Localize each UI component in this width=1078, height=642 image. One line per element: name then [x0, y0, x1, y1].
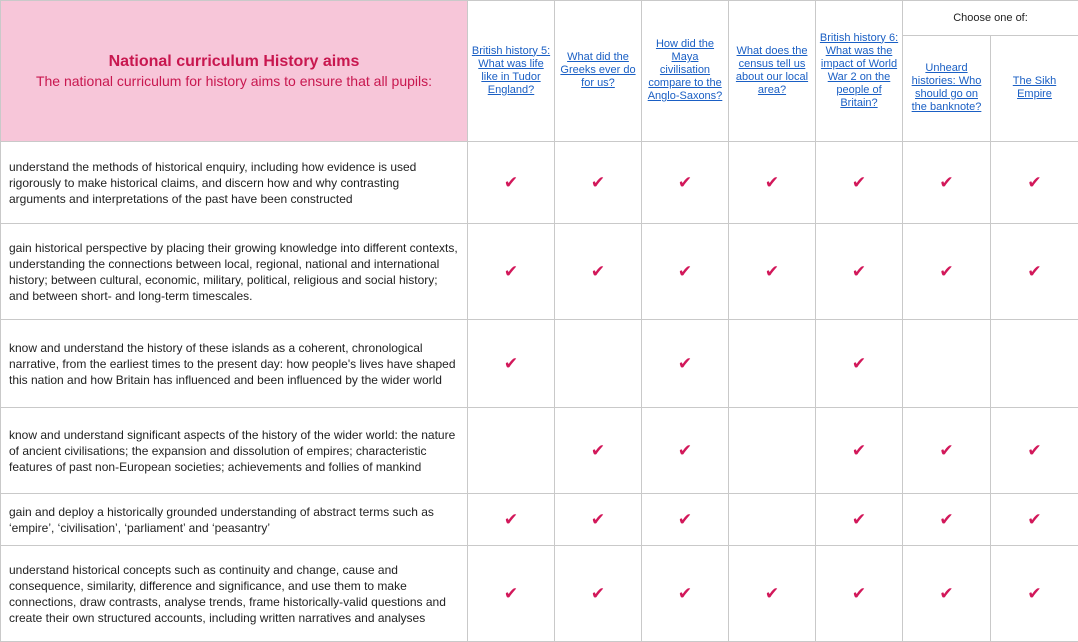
- tick-cell: [468, 494, 555, 546]
- tick-cell: [991, 494, 1078, 546]
- check-icon: ✔: [1027, 584, 1041, 604]
- aim-text: gain and deploy a historically grounded understanding of abstract terms such as ‘empire’, ‘civilisation’, ‘parliament’ and ‘peasantry’: [1, 494, 468, 546]
- unit-header-4: [729, 1, 816, 142]
- tick-cell: [729, 224, 816, 320]
- unit-header-1: [468, 1, 555, 142]
- check-icon: ✔: [678, 262, 692, 282]
- unit-header-6: [903, 36, 991, 142]
- tick-cell: [729, 546, 816, 642]
- tick-cell: [468, 142, 555, 224]
- tick-cell: [903, 408, 991, 494]
- check-icon: ✔: [765, 262, 779, 282]
- tick-cell: [555, 320, 642, 408]
- page-subtitle: The national curriculum for history aims to ensure that all pupils:: [1, 72, 467, 90]
- check-icon: ✔: [504, 510, 518, 530]
- tick-cell: [816, 408, 903, 494]
- check-icon: ✔: [1027, 441, 1041, 461]
- check-icon: ✔: [852, 510, 866, 530]
- check-icon: ✔: [504, 354, 518, 374]
- tick-cell: [816, 546, 903, 642]
- tick-cell: [991, 408, 1078, 494]
- aim-row: [1, 224, 1078, 320]
- tick-cell: [729, 494, 816, 546]
- aim-text: gain historical perspective by placing their growing knowledge into different contexts, understanding the connections between local, regional, national and international history; between cultural, economic, military, political, religious and social history; and between short- and long-term timescales.: [1, 224, 468, 320]
- tick-cell: [816, 142, 903, 224]
- check-icon: ✔: [678, 510, 692, 530]
- tick-cell: [555, 494, 642, 546]
- tick-cell: [468, 224, 555, 320]
- tick-cell: [555, 408, 642, 494]
- aim-text: understand historical concepts such as continuity and change, cause and consequence, similarity, difference and significance, and use them to make connections, draw contrasts, analyse trends, frame historically-valid questions and create their own structured accounts, including written narratives and analyses: [1, 546, 468, 642]
- tick-cell: [642, 320, 729, 408]
- tick-cell: [642, 546, 729, 642]
- tick-cell: [729, 320, 816, 408]
- tick-cell: [903, 546, 991, 642]
- aim-text: know and understand the history of these islands as a coherent, chronological narrative, from the earliest times to the present day: how people's lives have shaped this nation and how Britain has influenced and been influenced by the wider world: [1, 320, 468, 408]
- unit-link-sikh-empire[interactable]: The Sikh Empire: [994, 75, 1075, 101]
- tick-cell: [642, 408, 729, 494]
- tick-cell: [555, 142, 642, 224]
- check-icon: ✔: [678, 173, 692, 193]
- check-icon: ✔: [939, 441, 953, 461]
- aim-row: [1, 494, 1078, 546]
- aim-row: [1, 408, 1078, 494]
- unit-link-banknote[interactable]: Unheard histories: Who should go on the banknote?: [906, 62, 987, 114]
- page-title: National curriculum History aims: [1, 52, 467, 72]
- unit-header-2: [555, 1, 642, 142]
- check-icon: ✔: [504, 173, 518, 193]
- tick-cell: [903, 142, 991, 224]
- choose-one-header: Choose one of:: [903, 1, 1078, 36]
- tick-cell: [729, 142, 816, 224]
- check-icon: ✔: [1027, 510, 1041, 530]
- check-icon: ✔: [939, 173, 953, 193]
- aim-text: understand the methods of historical enquiry, including how evidence is used rigorously to make historical claims, and discern how and why contrasting arguments and interpretations of the past have been constructed: [1, 142, 468, 224]
- title-cell: [1, 1, 468, 142]
- check-icon: ✔: [1027, 173, 1041, 193]
- check-icon: ✔: [591, 510, 605, 530]
- check-icon: ✔: [678, 584, 692, 604]
- unit-link-world-war-2[interactable]: British history 6: What was the impact of World War 2 on the people of Britain?: [819, 32, 899, 110]
- check-icon: ✔: [591, 262, 605, 282]
- tick-cell: [642, 224, 729, 320]
- check-icon: ✔: [591, 173, 605, 193]
- aims-body: [1, 142, 1078, 642]
- tick-cell: [468, 320, 555, 408]
- tick-cell: [468, 546, 555, 642]
- unit-link-tudor-england[interactable]: British history 5: What was life like in Tudor England?: [471, 45, 551, 97]
- unit-link-maya[interactable]: How did the Maya civilisation compare to the Anglo-Saxons?: [645, 38, 725, 103]
- check-icon: ✔: [504, 262, 518, 282]
- check-icon: ✔: [852, 354, 866, 374]
- tick-cell: [903, 320, 991, 408]
- check-icon: ✔: [591, 441, 605, 461]
- check-icon: ✔: [852, 173, 866, 193]
- tick-cell: [642, 494, 729, 546]
- check-icon: ✔: [765, 584, 779, 604]
- tick-cell: [555, 224, 642, 320]
- aim-row: [1, 546, 1078, 642]
- tick-cell: [991, 224, 1078, 320]
- unit-header-5: [816, 1, 903, 142]
- check-icon: ✔: [852, 441, 866, 461]
- tick-cell: [816, 224, 903, 320]
- unit-header-3: [642, 1, 729, 142]
- tick-cell: [903, 224, 991, 320]
- tick-cell: [991, 320, 1078, 408]
- unit-header-7: [991, 36, 1078, 142]
- check-icon: ✔: [939, 510, 953, 530]
- aim-row: [1, 142, 1078, 224]
- check-icon: ✔: [939, 584, 953, 604]
- tick-cell: [555, 546, 642, 642]
- tick-cell: [729, 408, 816, 494]
- tick-cell: [903, 494, 991, 546]
- unit-link-greeks[interactable]: What did the Greeks ever do for us?: [558, 51, 638, 90]
- tick-cell: [642, 142, 729, 224]
- check-icon: ✔: [852, 584, 866, 604]
- check-icon: ✔: [765, 173, 779, 193]
- unit-link-census[interactable]: What does the census tell us about our local area?: [732, 45, 812, 97]
- tick-cell: [816, 494, 903, 546]
- check-icon: ✔: [678, 354, 692, 374]
- check-icon: ✔: [591, 584, 605, 604]
- check-icon: ✔: [939, 262, 953, 282]
- check-icon: ✔: [1027, 262, 1041, 282]
- tick-cell: [816, 320, 903, 408]
- tick-cell: [991, 546, 1078, 642]
- check-icon: ✔: [852, 262, 866, 282]
- check-icon: ✔: [504, 584, 518, 604]
- tick-cell: [991, 142, 1078, 224]
- tick-cell: [468, 408, 555, 494]
- aim-row: [1, 320, 1078, 408]
- aim-text: know and understand significant aspects of the history of the wider world: the nature of ancient civilisations; the expansion and dissolution of empires; characteristic features of past non-European societies; achievements and follies of mankind: [1, 408, 468, 494]
- check-icon: ✔: [678, 441, 692, 461]
